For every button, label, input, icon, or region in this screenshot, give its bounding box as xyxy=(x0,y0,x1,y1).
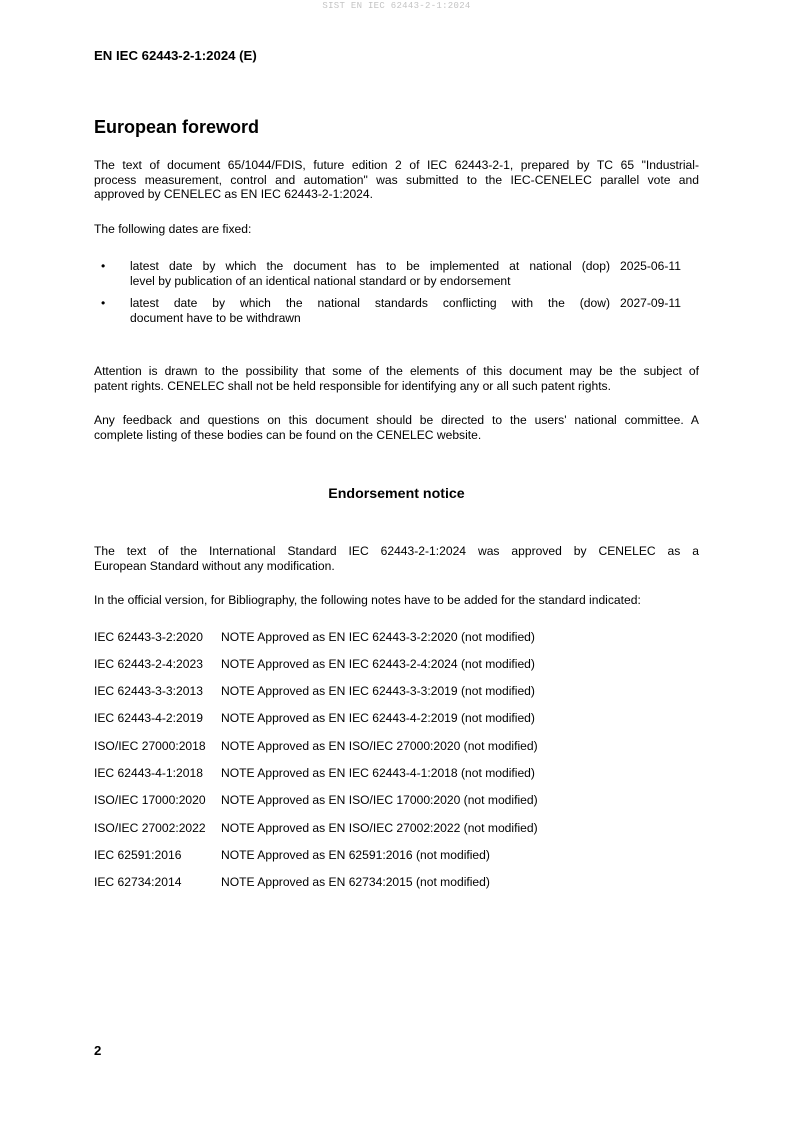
note-text: NOTE Approved as EN IEC 62443-2-4:2024 (not modified) xyxy=(221,657,535,671)
date-value: 2025-06-11 xyxy=(620,259,681,273)
paragraph-line: Attention is drawn to the possibility that some of the elements of this document may be the subject of xyxy=(94,364,699,378)
endorsement-heading: Endorsement notice xyxy=(328,486,465,502)
note-text: NOTE Approved as EN ISO/IEC 17000:2020 (not modified) xyxy=(221,793,538,807)
note-text: NOTE Approved as EN ISO/IEC 27002:2022 (not modified) xyxy=(221,821,538,835)
standard-reference: IEC 62443-2-4:2023 xyxy=(94,657,203,671)
note-text: NOTE Approved as EN IEC 62443-4-1:2018 (not modified) xyxy=(221,766,535,780)
paragraph-line: patent rights. CENELEC shall not be held responsible for identifying any or all such patent rights. xyxy=(94,378,611,393)
watermark: SIST EN IEC 62443-2-1:2024 xyxy=(322,1,471,11)
note-text: NOTE Approved as EN 62734:2015 (not modified) xyxy=(221,875,490,889)
bullet-glyph: • xyxy=(101,296,106,310)
paragraph-line: The text of the International Standard IEC 62443-2-1:2024 was approved by CENELEC as a xyxy=(94,544,699,558)
note-text: NOTE Approved as EN IEC 62443-4-2:2019 (not modified) xyxy=(221,711,535,725)
standard-reference: IEC 62443-3-3:2013 xyxy=(94,684,203,698)
standard-reference: ISO/IEC 27002:2022 xyxy=(94,821,206,835)
patent-paragraph xyxy=(94,364,699,393)
feedback-paragraph xyxy=(94,413,699,442)
foreword-heading: European foreword xyxy=(94,117,260,137)
date-description-line: latest date by which the document has to be implemented at national (dop) xyxy=(130,259,610,273)
paragraph-line: The text of document 65/1044/FDIS, future edition 2 of IEC 62443-2-1, prepared by TC 65 "Industrial- xyxy=(94,158,699,172)
date-description xyxy=(130,259,610,288)
standard-reference: IEC 62734:2014 xyxy=(94,875,182,889)
paragraph-line: European Standard without any modification. xyxy=(94,558,335,573)
date-description-line: level by publication of an identical national standard or by endorsement xyxy=(130,273,511,288)
note-text: NOTE Approved as EN 62591:2016 (not modified) xyxy=(221,848,490,862)
page-number: 2 xyxy=(94,1043,102,1058)
dates-intro: The following dates are fixed: xyxy=(94,222,252,236)
foreword-intro-paragraph xyxy=(94,158,699,202)
standard-reference: IEC 62443-3-2:2020 xyxy=(94,630,203,644)
date-value: 2027-09-11 xyxy=(620,296,681,310)
note-text: NOTE Approved as EN ISO/IEC 27000:2020 (not modified) xyxy=(221,739,538,753)
paragraph-line: complete listing of these bodies can be found on the CENELEC website. xyxy=(94,427,482,442)
bullet-glyph: • xyxy=(101,259,106,273)
paragraph-line: Any feedback and questions on this document should be directed to the users' national committee. A xyxy=(94,413,699,427)
endorsement-paragraph xyxy=(94,544,699,573)
paragraph-line: approved by CENELEC as EN IEC 62443-2-1:2024. xyxy=(94,187,373,202)
paragraph-line: process measurement, control and automation" was submitted to the IEC-CENELEC parallel vote and xyxy=(94,172,699,187)
standard-reference: IEC 62443-4-1:2018 xyxy=(94,766,203,780)
standard-reference: IEC 62591:2016 xyxy=(94,848,182,862)
standard-reference: ISO/IEC 17000:2020 xyxy=(94,793,206,807)
note-text: NOTE Approved as EN IEC 62443-3-2:2020 (not modified) xyxy=(221,630,535,644)
date-description xyxy=(130,296,610,325)
standard-reference: ISO/IEC 27000:2018 xyxy=(94,739,206,753)
date-description-line: latest date by which the national standards conflicting with the (dow) xyxy=(130,296,610,310)
bibliography-intro: In the official version, for Bibliography, the following notes have to be added for the standard indicated: xyxy=(94,593,641,607)
date-description-line: document have to be withdrawn xyxy=(130,310,301,325)
note-text: NOTE Approved as EN IEC 62443-3-3:2019 (not modified) xyxy=(221,684,535,698)
standard-reference: IEC 62443-4-2:2019 xyxy=(94,711,203,725)
document-id-header: EN IEC 62443-2-1:2024 (E) xyxy=(94,48,257,63)
